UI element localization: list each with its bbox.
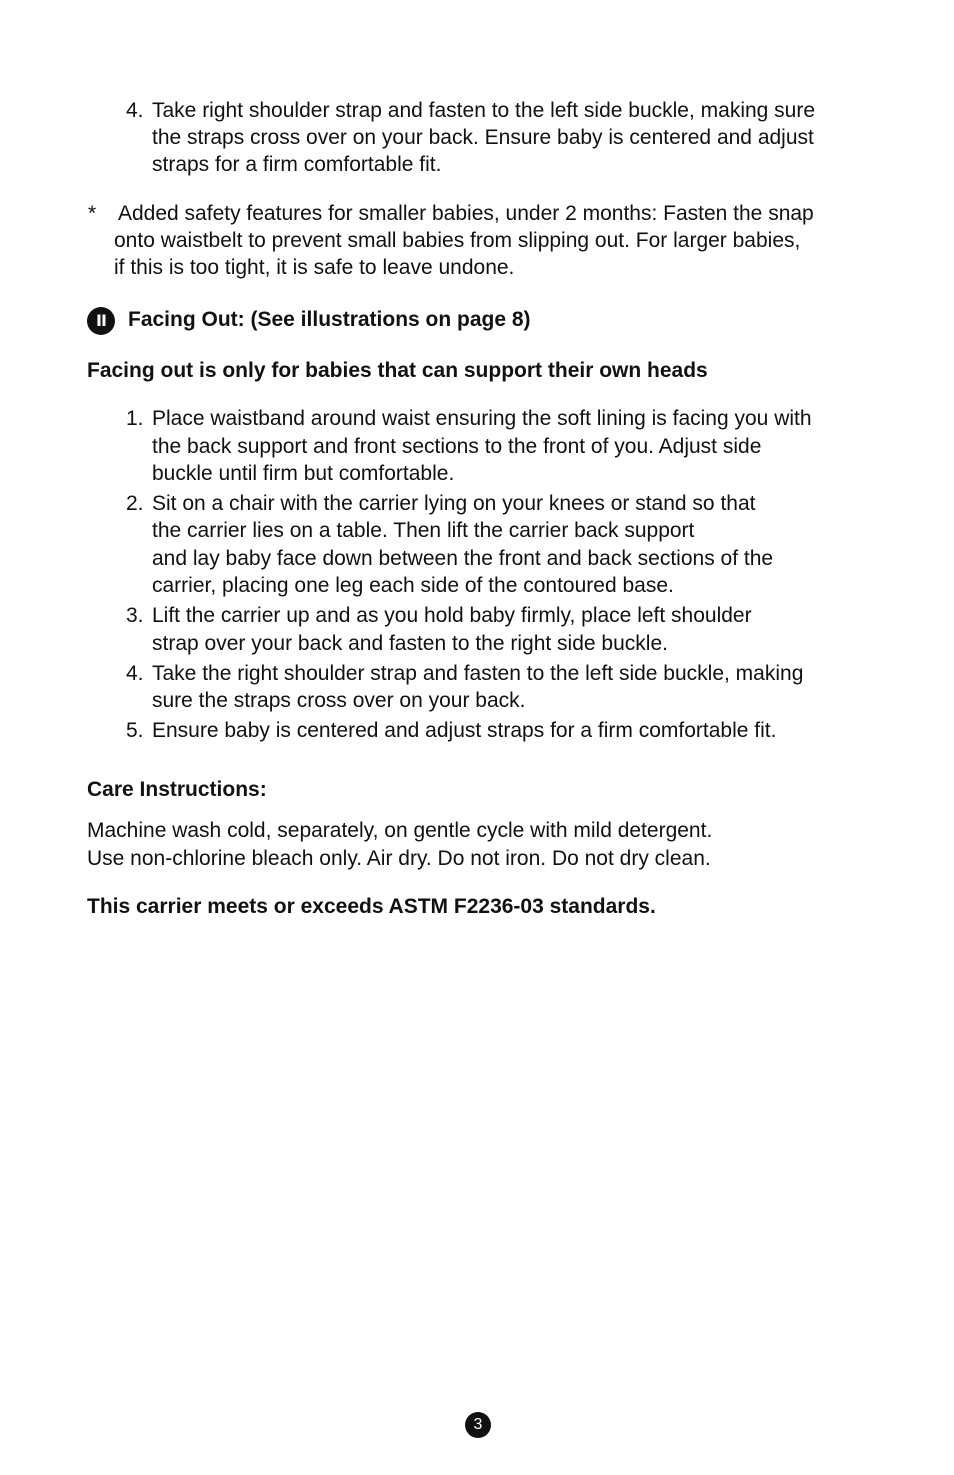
step-number: 1. bbox=[126, 407, 144, 430]
step-4-top-line-1 bbox=[126, 97, 815, 124]
facing-step-2-line-4: carrier, placing one leg each side of the contoured base. bbox=[152, 574, 674, 597]
page-number-badge: 3 bbox=[465, 1412, 491, 1438]
step-text: Take the right shoulder strap and fasten to the left side buckle, making bbox=[152, 662, 804, 685]
step-number: 4. bbox=[126, 662, 144, 685]
facing-step-5-line-1 bbox=[126, 717, 776, 744]
care-line-2: Use non-chlorine bleach only. Air dry. Do not iron. Do not dry clean. bbox=[87, 847, 711, 870]
facing-step-1-line-3: buckle until firm but comfortable. bbox=[152, 462, 455, 485]
facing-step-4-line-1 bbox=[126, 660, 803, 687]
step-number: 2. bbox=[126, 492, 144, 515]
care-line-1: Machine wash cold, separately, on gentle cycle with mild detergent. bbox=[87, 819, 713, 842]
step-text: Ensure baby is centered and adjust straps for a firm comfortable fit. bbox=[152, 719, 777, 742]
facing-step-2-line-2: the carrier lies on a table. Then lift the carrier back support bbox=[152, 519, 695, 542]
safety-note-line-2: onto waistbelt to prevent small babies from slipping out. For larger babies, bbox=[114, 229, 801, 252]
section-subheading: Facing out is only for babies that can support their own heads bbox=[87, 359, 708, 382]
facing-step-3-line-2: strap over your back and fasten to the right side buckle. bbox=[152, 632, 668, 655]
standards-statement: This carrier meets or exceeds ASTM F2236-03 standards. bbox=[87, 895, 656, 918]
step-text: Lift the carrier up and as you hold baby firmly, place left shoulder bbox=[152, 604, 752, 627]
facing-step-2-line-3: and lay baby face down between the front and back sections of the bbox=[152, 547, 774, 570]
step-number: 3. bbox=[126, 604, 144, 627]
facing-step-2-line-1 bbox=[126, 490, 755, 517]
facing-step-1-line-1 bbox=[126, 405, 812, 432]
step-number: 5. bbox=[126, 719, 144, 742]
step-4-top-line-3: straps for a firm comfortable fit. bbox=[152, 153, 442, 176]
step-text: Place waistband around waist ensuring the soft lining is facing you with bbox=[152, 407, 812, 430]
step-text: Sit on a chair with the carrier lying on your knees or stand so that bbox=[152, 492, 756, 515]
section-heading: Facing Out: (See illustrations on page 8) bbox=[128, 308, 531, 331]
step-number: 4. bbox=[126, 99, 144, 122]
step-text: Take right shoulder strap and fasten to the left side buckle, making sure bbox=[152, 99, 816, 122]
safety-note-marker: * bbox=[88, 202, 97, 225]
safety-note-line-1: Added safety features for smaller babies, under 2 months: Fasten the snap bbox=[118, 202, 814, 225]
facing-step-3-line-1 bbox=[126, 602, 752, 629]
facing-step-1-line-2: the back support and front sections to the front of you. Adjust side bbox=[152, 435, 762, 458]
safety-note-line-3: if this is too tight, it is safe to leave undone. bbox=[114, 256, 515, 279]
care-heading: Care Instructions: bbox=[87, 778, 267, 801]
facing-step-4-line-2: sure the straps cross over on your back. bbox=[152, 689, 526, 712]
section-roman-badge: II bbox=[87, 307, 115, 335]
step-4-top-line-2: the straps cross over on your back. Ensure baby is centered and adjust bbox=[152, 126, 814, 149]
